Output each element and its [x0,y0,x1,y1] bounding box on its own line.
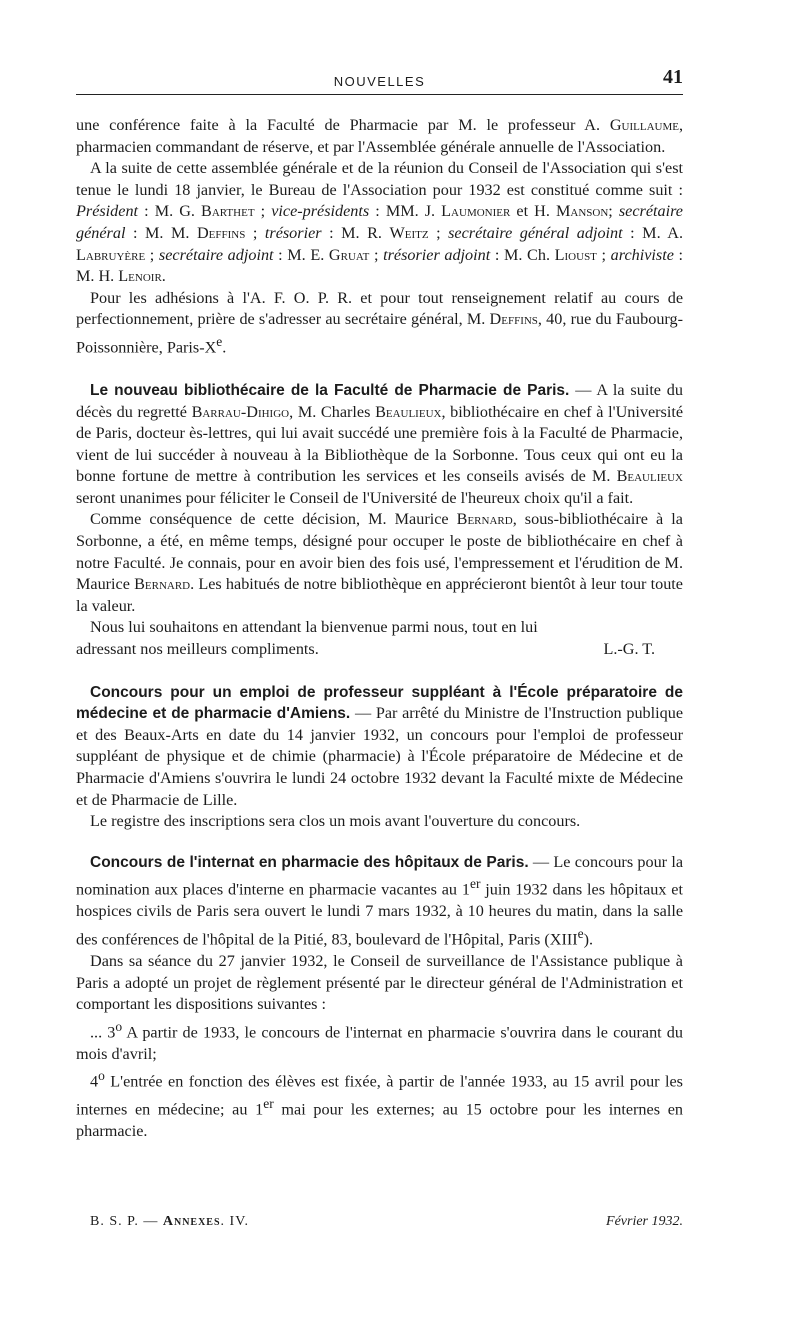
footer-date: Février 1932. [606,1214,683,1229]
section-heading-internat: Concours de l'internat en pharmacie des hôpitaux de Paris. [90,853,529,871]
running-header [76,62,683,95]
paragraph-bureau-1932: A la suite de cette assemblée générale et de la réunion du Conseil de l'Association qui s'est tenue le lundi 18 janvier, le Bureau de l'Association pour 1932 est constitué comme suit : Président : M. G. Barthet ; vice-présidents : MM. J. Laumonier et H. Manson; secrétaire général : M. M. Deffins ; trésorier : M. R. Weitz ; secrétaire général adjoint : M. A. Labruyère ; secrétaire adjoint : M. E. Gruat ; trésorier adjoint : M. Ch. Lioust ; archiviste : M. H. Lenoir. [76,159,684,286]
paragraph-bienvenue: Nous lui souhaitons en attendant la bienvenue parmi nous, tout en lui [90,618,538,637]
section-heading-bibliothecaire: Le nouveau bibliothécaire de la Faculté de Pharmacie de Paris. [90,381,570,399]
paragraph-bienvenue-end: adressant nos meilleurs compliments. L.-G. T. [76,639,683,661]
page-body [76,115,683,1143]
paragraph-bernard: Comme conséquence de cette décision, M. Maurice Bernard, sous-bibliothécaire à la Sorbonne, a été, en même temps, désigné pour occuper le poste de bibliothécaire en chef à notre Faculté. Je connais, pour en avoir bien des fois usé, l'empressement et l'érudition de M. Maurice Bernard. Les habitués de notre bibliothèque en apprécieront bientôt à leur tour toute la valeur. [76,510,683,615]
paragraph-afopr-conference: une conférence faite à la Faculté de Pharmacie par M. le professeur A. Guillaume, pharmacien commandant de réserve, et par l'Assemblée générale annuelle de l'Association. [76,116,683,156]
running-title: NOUVELLES [333,74,426,89]
signature: L.-G. T. [603,640,655,659]
paragraph-adhesions: Pour les adhésions à l'A. F. O. P. R. et pour tout renseignement relatif au cours de perfectionnement, prière de s'adresser au secrétaire général, M. Deffins, 40, rue du Faubourg-Poissonnière, Paris-Xe. [76,288,683,357]
footer-journal: B. S. P. — Annexes. IV. [90,1214,250,1229]
page [76,62,683,1143]
paragraph-disposition-3: ... 3$^o$ A partir de 1933, le concours de l'internat en pharmacie s'ouvrira dans le courant du mois d'avril; [76,1018,683,1063]
page-footer [76,1214,683,1230]
paragraph-registre: Le registre des inscriptions sera clos un mois avant l'ouverture du concours. [90,812,581,831]
section-bibliothecaire: Le nouveau bibliothécaire de la Faculté de Pharmacie de Paris. — A la suite du décès du regretté Barrau-Dihigo, M. Charles Beaulieux, bibliothécaire en chef à l'Université de Paris, docteur ès-lettres, qui lui avait succédé une première fois à la Faculté de Pharmacie, vient de lui succéder à nouveau à la Bibliothèque de la Sorbonne. Tous ceux qui ont eu la bonne fortune de mettre à contribution les services et les conseils avisés de M. Beaulieux seront unanimes pour féliciter le Conseil de l'Université de l'heureux choix qu'il a fait. [76,380,684,507]
page-number: 41 [663,66,683,88]
section-concours-amiens: Concours pour un emploi de professeur suppléant à l'École préparatoire de médecine et de pharmacie d'Amiens. — Par arrêté du Ministre de l'Instruction publique et des Beaux-Arts en date du 14 janvier 1932, un concours pour l'emploi de professeur suppléant de physique et de chimie (pharmacie) à l'École préparatoire de Médecine et de Pharmacie d'Amiens s'ouvrira le lundi 24 octobre 1932 devant la Faculté mixte de Médecine et de Pharmacie de Lille. [76,683,684,809]
paragraph-seance: Dans sa séance du 27 janvier 1932, le Conseil de surveillance de l'Assistance publique à Paris a adopté un projet de règlement présenté par le directeur général de l'Administration et comportant les dispositions suivantes : [76,951,683,1014]
paragraph-disposition-4: 4$^o$ L'entrée en fonction des élèves est fixée, à partir de l'année 1933, au 15 avril pour les internes en médecine; au 1er mai pour les externes; au 15 octobre pour les internes en pharmacie. [76,1068,683,1141]
section-heading-amiens: Concours pour un emploi de professeur suppléant à l'École préparatoire de médecine et de pharmacie d'Amiens. [76,683,683,723]
section-internat: Concours de l'internat en pharmacie des hôpitaux de Paris. — Le concours pour la nomination aux places d'interne en pharmacie vacantes au 1er juin 1932 dans les hôpitaux et hospices civils de Paris sera ouvert le lundi 7 mars 1932, à 10 heures du matin, dans la salle des conférences de l'hôpital de la Pitié, 83, boulevard de l'Hôpital, Paris (XIIIe). [76,852,683,949]
